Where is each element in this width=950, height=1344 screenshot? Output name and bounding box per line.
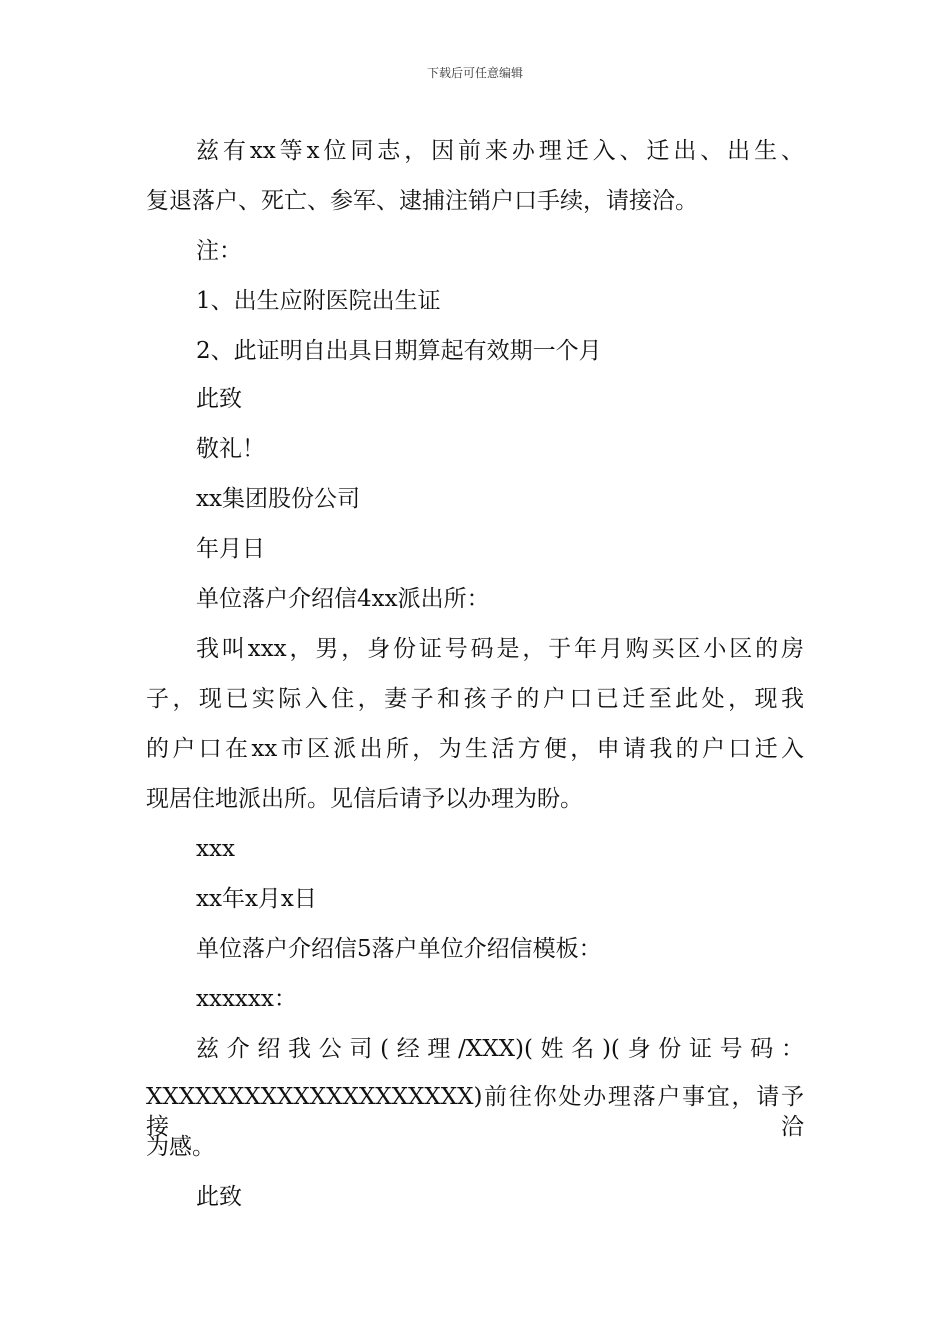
salutation-text: 敬礼！ — [196, 436, 265, 462]
paragraph-line: 的户口在xx市区派出所，为生活方便，申请我的户口迁入 — [146, 736, 804, 762]
section-title: 单位落户介绍信5落户单位介绍信模板： — [196, 936, 602, 962]
closing-text: 此致 — [196, 386, 242, 412]
page-header: 下载后可任意编辑 — [426, 66, 523, 80]
paragraph-line: XXXXXXXXXXXXXXXXXXXX)前往你处办理落户事宜，请予接洽 — [146, 1084, 804, 1140]
paragraph-line: 我叫xxx，男，身份证号码是，于年月购买区小区的房 — [196, 636, 804, 662]
note-item: 1、出生应附医院出生证 — [196, 288, 441, 314]
paragraph-line: 子，现已实际入住，妻子和孩子的户口已迁至此处，现我 — [146, 686, 804, 712]
date-line: 年月日 — [196, 536, 265, 562]
section-title: 单位落户介绍信4xx派出所： — [196, 586, 490, 612]
date-line: xx年x月x日 — [196, 886, 317, 912]
note-heading: 注： — [196, 238, 242, 264]
signature-text: xxx — [196, 836, 235, 862]
paragraph-line: 兹介绍我公司(经理/XXX)(姓名)(身份证号码： — [196, 1036, 804, 1062]
note-item: 2、此证明自出具日期算起有效期一个月 — [196, 338, 602, 364]
addressee-text: xxxxxx： — [196, 986, 297, 1012]
company-name: xx集团股份公司 — [196, 486, 360, 512]
closing-text: 此致 — [196, 1184, 242, 1210]
paragraph-line: 为感。 — [146, 1134, 215, 1160]
paragraph-line: 现居住地派出所。见信后请予以办理为盼。 — [146, 786, 583, 812]
paragraph-line: 复退落户、死亡、参军、逮捕注销户口手续，请接洽。 — [146, 188, 698, 214]
paragraph-line: 兹有xx等x位同志，因前来办理迁入、迁出、出生、 — [196, 138, 804, 164]
